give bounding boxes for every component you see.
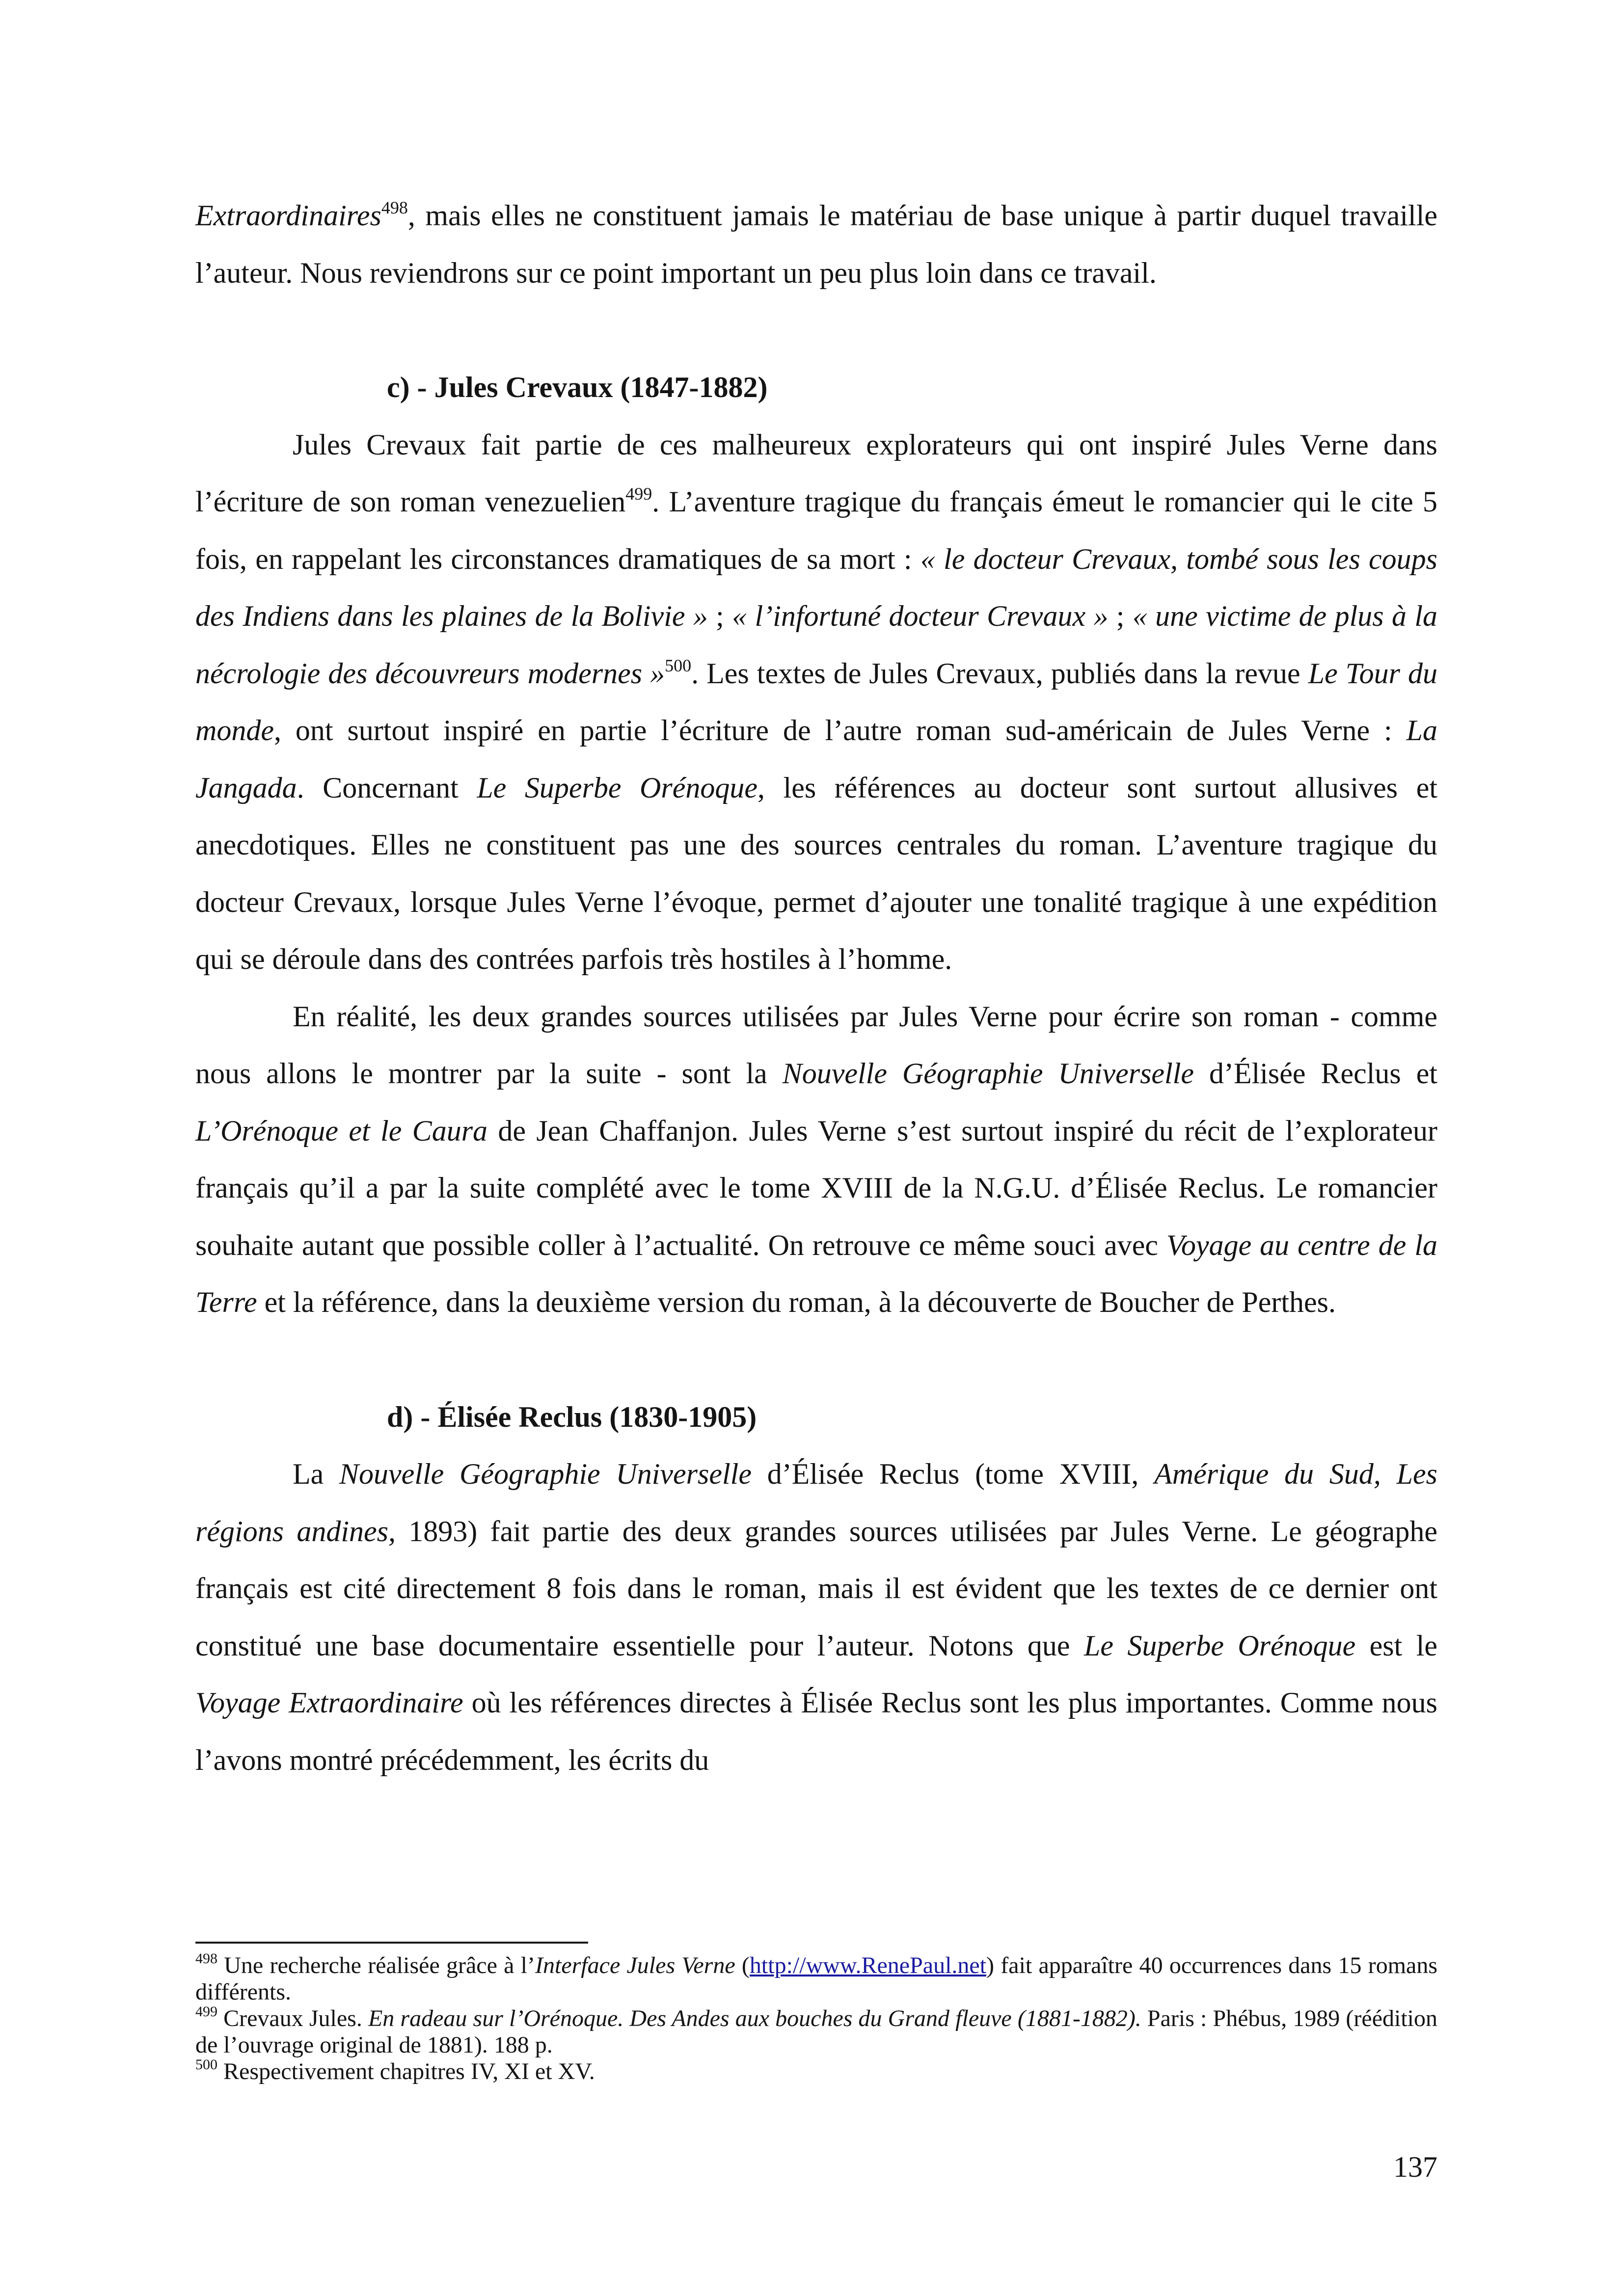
footnote-text: ) fait apparaître 40 occurrences dans 15 romans différents. [195,1952,1438,2005]
italic-title: Voyage Extraordinaire [195,1686,463,1719]
paragraph-text: 1893) fait partie des deux grandes sources utilisées par Jules Verne. Le géographe français est cité directement 8 fois dans le roman, mais il est évident que les textes de ce dernier ont constitué une base documentaire essentielle pour l’auteur. Notons que [195,1515,1437,1662]
footnote-ref[interactable]: 499 [625,484,652,504]
italic-title: Amérique du Sud, Les régions andines, [195,1458,1437,1548]
intro-paragraph [195,187,1437,301]
footnote-link[interactable]: http://www.RenePaul.net [749,1952,987,1978]
paragraph-text: , ont surtout inspiré en partie l’écriture de l’autre roman sud-américain de Jules Verne : [273,714,1407,747]
paragraph-text: , les références au docteur sont surtout allusives et anecdotiques. Elles ne constituent pas une des sources centrales du roman. L’aventure tragique du docteur Crevaux, lorsque Jules Verne l’évoque, permet d’ajouter une tonalité tragique à une expédition qui se déroule dans des contrées parfois très hostiles à l’homme. [195,771,1438,975]
footnote-number: 498 [195,1950,217,1967]
paragraph-text: ; [1108,600,1133,632]
footnote-500 [195,2058,1437,2085]
paragraph-text: d’Élisée Reclus et [1194,1057,1438,1090]
footnote-text: ( [735,1952,750,1978]
quote: « une victime de plus à la nécrologie des découvreurs modernes » [195,600,1437,690]
paragraph-text: La [293,1458,340,1490]
italic-title: En radeau sur l’Orénoque. Des Andes aux bouches du Grand fleuve (1881-1882). [368,2005,1141,2031]
italic-title: La Jangada [195,714,1437,804]
paragraph-crevaux-1 [195,416,1437,988]
section-heading-reclus: d) - Élisée Reclus (1830-1905) [387,1400,757,1433]
italic-title: Extraordinaires [195,199,381,232]
paragraph-text: . Les textes de Jules Crevaux, publiés dans la revue [691,657,1308,690]
footnote-number: 499 [195,2003,217,2020]
paragraph-text: et la référence, dans la deuxième version du roman, à la découverte de Boucher de Perthes. [257,1286,1336,1318]
footnote-ref[interactable]: 500 [665,655,692,675]
italic-title: Le Superbe Orénoque [1083,1629,1356,1662]
paragraph-crevaux-2 [195,988,1437,1331]
italic-title: L’Orénoque et le Caura [195,1114,488,1147]
footnote-separator [195,1942,588,1944]
paragraph-text: où les références directes à Élisée Reclus sont les plus importantes. Comme nous l’avons montré précédemment, les écrits du [195,1686,1438,1776]
paragraph-text: est le [1355,1629,1437,1662]
footnote-ref[interactable]: 498 [381,198,408,217]
paragraph-text: ; [707,600,732,632]
quote: « l’infortuné docteur Crevaux » [732,600,1109,632]
footnote-498 [195,1952,1437,2005]
paragraph-text: de Jean Chaffanjon. Jules Verne s’est surtout inspiré du récit de l’explorateur français qu’il a par la suite complété avec le tome XVIII de la N.G.U. d’Élisée Reclus. Le romancier souhaite autant que possible coller à l’actualité. On retrouve ce même souci avec [195,1114,1437,1261]
italic-title: Nouvelle Géographie Universelle [339,1458,752,1490]
paragraph-text: , mais elles ne constituent jamais le matériau de base unique à partir duquel travaille l’auteur. Nous reviendrons sur ce point important un peu plus loin dans ce travail. [195,199,1437,289]
paragraph-reclus-1 [195,1445,1437,1789]
italic-title: Nouvelle Géographie Universelle [782,1057,1194,1090]
page-number: 137 [1393,2151,1437,2183]
footnote-text: Une recherche réalisée grâce à l’ [217,1952,535,1978]
body-text [195,187,1437,1789]
italic-title: Le Tour du monde [195,657,1437,747]
paragraph-text: . L’aventure tragique du français émeut le romancier qui le cite 5 fois, en rappelant les circonstances dramatiques de sa mort : [195,485,1437,575]
paragraph-text: En réalité, les deux grandes sources utilisées par Jules Verne pour écrire son roman - comme nous allons le montrer par la suite - sont la [195,1000,1437,1090]
paragraph-text: . Concernant [297,771,477,804]
footnote-text: Paris : Phébus, 1989 (réédition de l’ouvrage original de 1881). 188 p. [195,2005,1438,2058]
footnote-number: 500 [195,2056,217,2073]
italic-title: Le Superbe Orénoque [477,771,757,804]
italic-title: Interface Jules Verne [535,1952,735,1978]
italic-title: Voyage au centre de la Terre [195,1228,1437,1318]
paragraph-text: Jules Crevaux fait partie de ces malheureux explorateurs qui ont inspiré Jules Verne dans l’écriture de son roman venezuelien [195,428,1437,518]
quote: « le docteur Crevaux, tombé sous les coups des Indiens dans les plaines de la Bolivie » [195,542,1437,632]
footnotes [195,1952,1437,2085]
paragraph-text: d’Élisée Reclus (tome XVIII, [751,1458,1155,1490]
section-heading-crevaux: c) - Jules Crevaux (1847-1882) [387,371,768,403]
footnote-text: Respectivement chapitres IV, XI et XV. [217,2058,595,2084]
footnote-499 [195,2005,1437,2058]
footnote-text: Crevaux Jules. [217,2005,368,2031]
